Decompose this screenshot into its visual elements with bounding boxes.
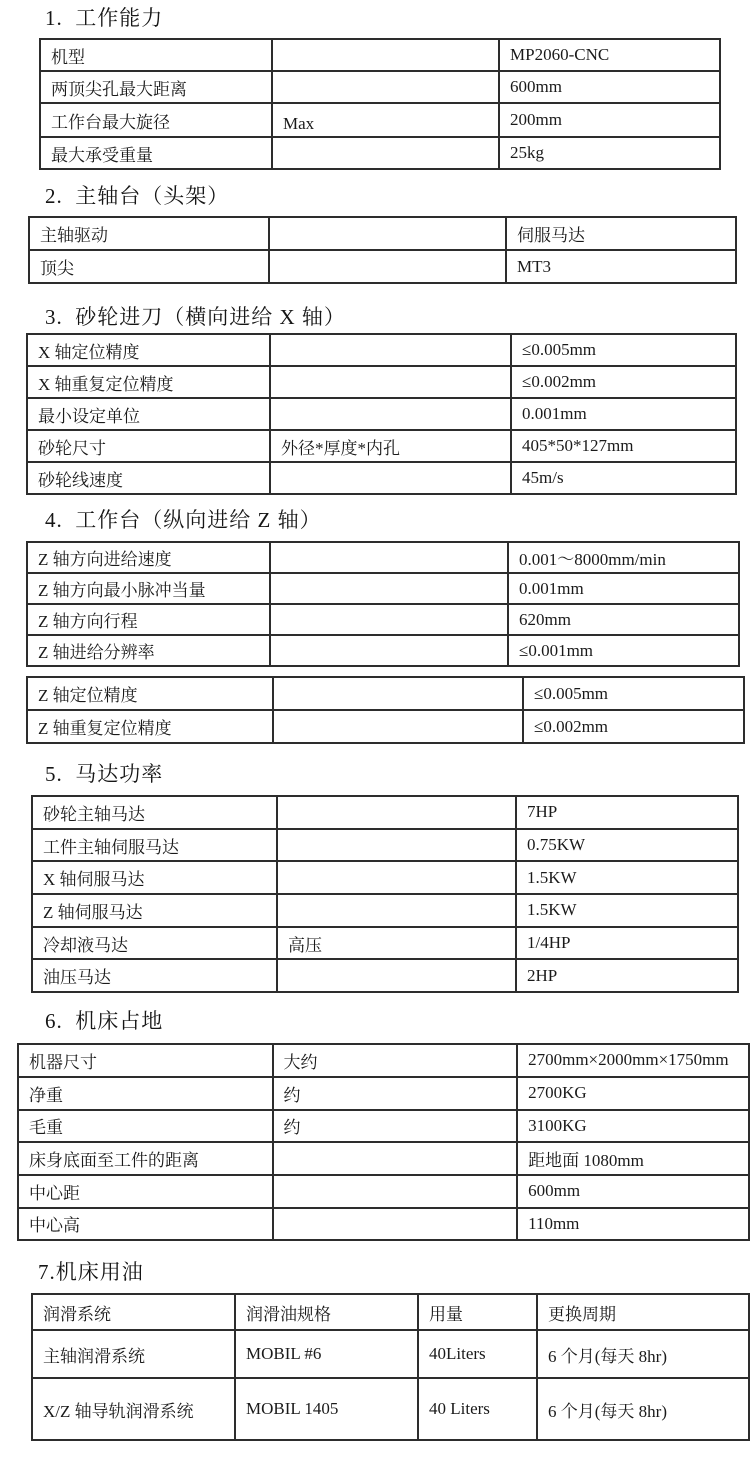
header-cell: 用量 <box>418 1294 537 1330</box>
spec-value-cell: ≤0.005mm <box>523 677 744 710</box>
header-cell: 更换周期 <box>537 1294 749 1330</box>
spec-label-cell: 工件主轴伺服马达 <box>32 829 277 862</box>
spec-value-cell: ≤0.002mm <box>523 710 744 743</box>
spec-value-cell: 405*50*127mm <box>511 430 736 462</box>
table-header-row <box>32 1294 749 1330</box>
spec-table <box>26 676 745 744</box>
spec-value-cell: 约 <box>273 1077 518 1110</box>
spec-label-cell: Z 轴方向最小脉冲当量 <box>27 573 270 604</box>
spec-value-cell <box>272 137 499 169</box>
table-row <box>18 1175 749 1208</box>
table-row <box>27 462 736 494</box>
table-row <box>27 710 744 743</box>
section-5 <box>0 761 750 993</box>
spec-value-cell <box>273 710 523 743</box>
table-row <box>32 927 738 960</box>
table-row <box>32 861 738 894</box>
spec-value-cell <box>277 959 516 992</box>
spec-label-cell: 床身底面至工件的距离 <box>18 1142 273 1175</box>
section-title: 3. 砂轮进刀（横向进给 X 轴） <box>45 305 346 329</box>
section-title: 2. 主轴台（头架） <box>45 184 230 208</box>
table-row <box>18 1142 749 1175</box>
table-row <box>32 829 738 862</box>
spec-label-cell: Z 轴伺服马达 <box>32 894 277 927</box>
spec-label-cell: 中心高 <box>18 1208 273 1241</box>
spec-value-cell <box>270 635 508 666</box>
spec-value-cell: 伺服马达 <box>506 217 736 250</box>
spec-value-cell <box>270 573 508 604</box>
section-title: 5. 马达功率 <box>45 762 164 786</box>
table-row <box>27 635 739 666</box>
spec-label-cell: 砂轮主轴马达 <box>32 796 277 829</box>
spec-value-cell: ≤0.001mm <box>508 635 739 666</box>
table-row <box>32 1378 749 1440</box>
spec-value-cell <box>273 1175 518 1208</box>
table-row <box>27 334 736 366</box>
spec-label-cell: 最大承受重量 <box>40 137 272 169</box>
spec-value-cell <box>273 677 523 710</box>
spec-value-cell: 40Liters <box>418 1330 537 1378</box>
spec-value-cell: ≤0.005mm <box>511 334 736 366</box>
spec-value-cell: 40 Liters <box>418 1378 537 1440</box>
spec-value-cell <box>270 398 511 430</box>
section-7 <box>0 1259 750 1441</box>
header-cell: 润滑油规格 <box>235 1294 418 1330</box>
spec-value-cell <box>277 796 516 829</box>
spec-value-cell <box>277 861 516 894</box>
spec-label-cell: 中心距 <box>18 1175 273 1208</box>
spec-label-cell: Z 轴进给分辨率 <box>27 635 270 666</box>
spec-value-cell: 6 个月(每天 8hr) <box>537 1330 749 1378</box>
table-row <box>32 796 738 829</box>
spec-label-cell: 冷却液马达 <box>32 927 277 960</box>
table-row <box>32 1330 749 1378</box>
table-row <box>27 542 739 573</box>
spec-value-cell <box>270 462 511 494</box>
table-row <box>40 137 720 169</box>
spec-value-cell: MOBIL #6 <box>235 1330 418 1378</box>
spec-value-cell: 外径*厚度*内孔 <box>270 430 511 462</box>
section-1 <box>0 5 750 170</box>
spec-value-cell: MP2060-CNC <box>499 39 720 71</box>
table-row <box>40 103 720 137</box>
spec-label-cell: 顶尖 <box>29 250 269 283</box>
table-row <box>27 366 736 398</box>
spec-value-cell <box>269 217 506 250</box>
spec-label-cell: 工作台最大旋径 <box>40 103 272 137</box>
spec-label-cell: X 轴定位精度 <box>27 334 270 366</box>
section-title: 7.机床用油 <box>38 1260 144 1285</box>
spec-value-cell <box>272 71 499 103</box>
spec-value-cell: 7HP <box>516 796 738 829</box>
spec-label-cell: 两顶尖孔最大距离 <box>40 71 272 103</box>
spec-label-cell: 主轴驱动 <box>29 217 269 250</box>
table-row <box>18 1110 749 1143</box>
spec-value-cell: 620mm <box>508 604 739 635</box>
section-title: 1. 工作能力 <box>45 6 164 30</box>
spec-value-cell <box>270 366 511 398</box>
machine-spec-document <box>0 5 750 1441</box>
table-row <box>40 39 720 71</box>
spec-label-cell: 最小设定单位 <box>27 398 270 430</box>
spec-label-cell: Z 轴方向进给速度 <box>27 542 270 573</box>
spec-value-cell: 0.75KW <box>516 829 738 862</box>
spec-label-cell: 机型 <box>40 39 272 71</box>
spec-label-cell: 净重 <box>18 1077 273 1110</box>
spec-label-cell: 机器尺寸 <box>18 1044 273 1077</box>
spec-value-cell: 0.001mm <box>508 573 739 604</box>
table-row <box>27 677 744 710</box>
spec-value-cell <box>270 604 508 635</box>
spec-table <box>31 795 739 993</box>
spec-value-cell: Max <box>272 103 499 137</box>
spec-value-cell: 距地面 1080mm <box>517 1142 749 1175</box>
spec-value-cell: 600mm <box>499 71 720 103</box>
spec-label-cell: X 轴伺服马达 <box>32 861 277 894</box>
spec-value-cell: 高压 <box>277 927 516 960</box>
spec-value-cell: 0.001mm <box>511 398 736 430</box>
spec-label-cell: 砂轮线速度 <box>27 462 270 494</box>
spec-value-cell: 0.001～8000mm/min <box>508 542 739 573</box>
spec-label-cell: Z 轴重复定位精度 <box>27 710 273 743</box>
spec-value-cell <box>270 542 508 573</box>
spec-value-cell: 6 个月(每天 8hr) <box>537 1378 749 1440</box>
spec-value-cell: 大约 <box>273 1044 518 1077</box>
section-4 <box>0 507 750 744</box>
table-row <box>40 71 720 103</box>
spec-value-cell: MOBIL 1405 <box>235 1378 418 1440</box>
spec-label-cell: Z 轴方向行程 <box>27 604 270 635</box>
spec-label-cell: 砂轮尺寸 <box>27 430 270 462</box>
spec-value-cell <box>272 39 499 71</box>
spec-value-cell: 1.5KW <box>516 894 738 927</box>
spec-value-cell <box>277 829 516 862</box>
table-row <box>18 1044 749 1077</box>
spec-value-cell <box>270 334 511 366</box>
table-row <box>29 250 736 283</box>
section-2 <box>0 183 750 284</box>
table-row <box>27 573 739 604</box>
spec-value-cell: 45m/s <box>511 462 736 494</box>
section-title: 6. 机床占地 <box>45 1009 164 1034</box>
spec-label-cell: X/Z 轴导轨润滑系统 <box>32 1378 235 1440</box>
section-3 <box>0 304 750 495</box>
table-row <box>18 1208 749 1241</box>
spec-value-cell <box>273 1142 518 1175</box>
spec-value-cell: 1.5KW <box>516 861 738 894</box>
table-row <box>27 398 736 430</box>
spec-label-cell: 油压马达 <box>32 959 277 992</box>
spec-table <box>26 541 740 667</box>
spec-value-cell: 1/4HP <box>516 927 738 960</box>
spec-table <box>17 1043 750 1241</box>
spec-value-cell <box>269 250 506 283</box>
spec-label-cell: X 轴重复定位精度 <box>27 366 270 398</box>
spec-value-cell: 约 <box>273 1110 518 1143</box>
spec-value-cell: 2700KG <box>517 1077 749 1110</box>
table-row <box>27 604 739 635</box>
spec-value-cell: ≤0.002mm <box>511 366 736 398</box>
table-row <box>27 430 736 462</box>
spec-value-cell: 110mm <box>517 1208 749 1241</box>
spec-label-cell: 主轴润滑系统 <box>32 1330 235 1378</box>
table-row <box>29 217 736 250</box>
spec-value-cell: MT3 <box>506 250 736 283</box>
table-row <box>32 894 738 927</box>
spec-value-cell: 600mm <box>517 1175 749 1208</box>
section-title: 4. 工作台（纵向进给 Z 轴） <box>45 508 322 532</box>
spec-value-cell <box>273 1208 518 1241</box>
header-cell: 润滑系统 <box>32 1294 235 1330</box>
spec-value-cell: 2HP <box>516 959 738 992</box>
table-row <box>32 959 738 992</box>
spec-table <box>39 38 721 170</box>
table-row <box>18 1077 749 1110</box>
spec-value-cell <box>277 894 516 927</box>
spec-label-cell: 毛重 <box>18 1110 273 1143</box>
spec-value-cell: 3100KG <box>517 1110 749 1143</box>
section-6 <box>0 1008 750 1241</box>
spec-table <box>28 216 737 284</box>
spec-table <box>31 1293 750 1441</box>
spec-value-cell: 25kg <box>499 137 720 169</box>
spec-value-cell: 2700mm×2000mm×1750mm <box>517 1044 749 1077</box>
spec-value-cell: 200mm <box>499 103 720 137</box>
spec-table <box>26 333 737 495</box>
spec-label-cell: Z 轴定位精度 <box>27 677 273 710</box>
